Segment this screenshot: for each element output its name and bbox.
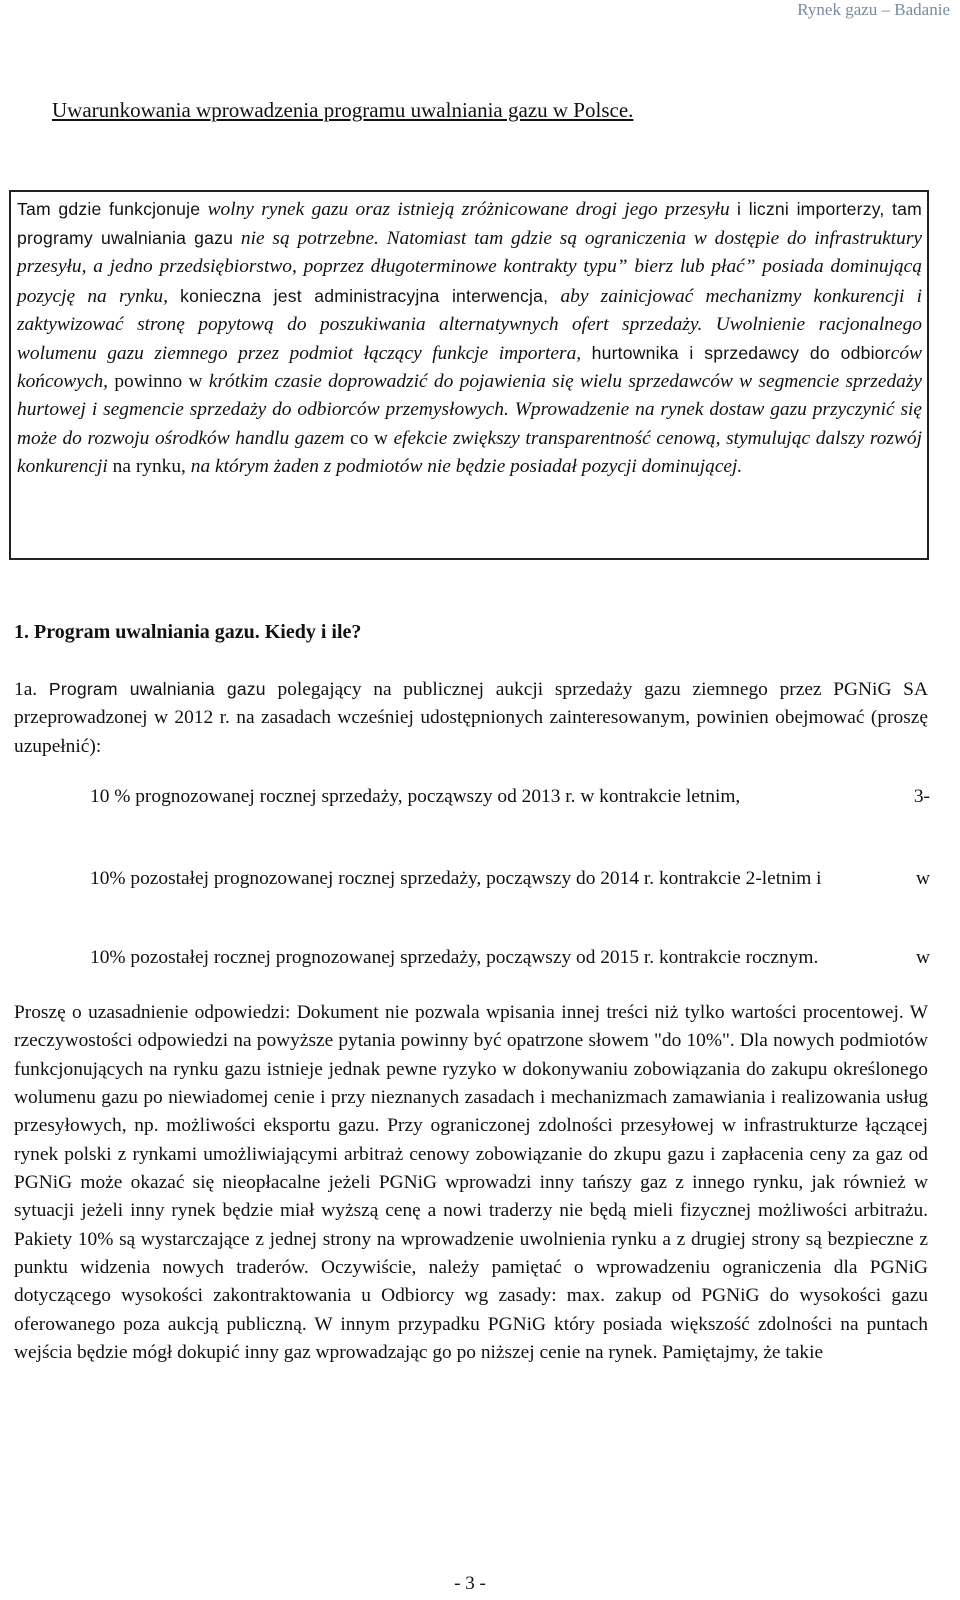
option-2 (90, 865, 930, 893)
intro-text-10: krótkim czasie doprowadzić do pojawienia się wielu sprzedawców w segmencie sprzedaży hurtowej i segmencie sprzedaży do odbiorców przemysłowych. Wprowadzenie na rynek dostaw gazu przyczynić się może do rozwoju ośrodków handlu gazem (17, 371, 922, 449)
question-1a (14, 675, 928, 761)
intro-box (9, 190, 929, 560)
intro-paragraph (17, 195, 922, 481)
section-heading: 1. Program uwalniania gazu. Kiedy i ile? (14, 621, 362, 643)
option-2-tail: w (915, 868, 930, 889)
intro-text-5: konieczna jest administracyjna interwencja, (180, 285, 549, 306)
option-1 (90, 783, 930, 811)
intro-text-14: na którym żaden z podmiotów nie będzie posiadał pozycji dominującej. (190, 455, 743, 477)
option-3 (90, 944, 930, 972)
answer-paragraph: Proszę o uzasadnienie odpowiedzi: Dokument nie pozwala wpisania innej treści niż tylko wartości procentowej. W rzeczywostości odpowiedzi na powyższe pytania powinny być opatrzone słowem "do 10%". Dla nowych podmiotów funkcjonujących na rynku gazu istnieje jednak pewne ryzyko w dokonywaniu zobowiązania do zakupu określonego wolumenu gazu po niewiadomej cenie i przy nieznanych zasadach i mechanizmach zamawiania i realizowania usług przesyłowych, np. możliwości eksportu gazu. Przy ograniczonej zdolności przesyłowej w infrastrukturze łączącej rynek polski z rynkami umożliwiającymi arbitraż cenowy zobowiązanie do zkupu gazu i zapłacenia ceny za gaz od PGNiG może okazać się nieopłacalne jeżeli PGNiG wprowadzi inny tańszy gaz z innego rynku, jak również w sytuacji jeżeli inny rynek będzie miał wyższą cenę a nowi traderzy nie będą mieli fizycznej możliwości arbitrażu. Pakiety 10% są wystarczające z jednej strony na wprowadzenie uwolnienia rynku a z drugiej strony są bezpieczne z punktu widzenia nowych traderów. Oczywiście, należy pamiętać o wprowadzeniu ograniczenia dla PGNiG dotyczącego wysokości zakontraktowania u Odbiorcy wg zasady: max. zakup od PGNiG do wysokości gazu oferowanego poza aukcją publiczną. W innym przypadku PGNiG który posiada większość zdolności na puntach wejścia będzie mógł dokupić inny gaz wprowadzając go po niższej cenie na rynek. Pamiętajmy, że takie (14, 1002, 928, 1364)
intro-text-2: wolny rynek gazu oraz istnieją zróżnicowane drogi jego przesyłu (207, 199, 730, 220)
intro-text-11: co w (349, 427, 388, 449)
intro-text-8: ców końcowych, (17, 343, 922, 393)
running-header: Rynek gazu – Badanie (797, 0, 950, 19)
document-title: Uwarunkowania wprowadzenia programu uwalniania gazu w Polsce. (52, 98, 634, 122)
intro-text-7: hurtownika i sprzedawcy do odbior (591, 343, 891, 364)
question-prefix: 1a. (14, 679, 38, 700)
intro-text-3: i liczni importerzy, tam programy uwalniania gazu (17, 199, 922, 249)
intro-text-4: nie są potrzebne. Natomiast tam gdzie są ograniczenia w dostępie do infrastruktury przesyłu, a jedno przedsiębiorstwo, poprzez długoterminowe kontrakty typu” bierz lub płać” posiada dominującą pozycję na rynku, (17, 228, 922, 307)
intro-text-12: efekcie zwiększy transparentność cenową, stymulując dalszy rozwój konkurencji (17, 427, 922, 477)
option-1-text: 10 % prognozowanej rocznej sprzedaży, począwszy od 2013 r. w kontrakcie letnim, (90, 786, 741, 807)
answer-section (14, 999, 928, 1367)
option-1-tail: 3- (913, 786, 930, 807)
option-3-text: 10% pozostałej rocznej prognozowanej sprzedaży, począwszy od 2015 r. kontrakcie rocznym. (90, 947, 819, 968)
option-2-text: 10% pozostałej prognozowanej rocznej sprzedaży, począwszy do 2014 r. kontrakcie 2-letnim i (90, 868, 822, 889)
intro-text-6: aby zainicjować mechanizmy konkurencji i zaktywizować stronę popytową do poszukiwania alternatywnych ofert sprzedaży. Uwolnienie racjonalnego wolumenu gazu ziemnego przez podmiot łączący funkcje importera, (17, 285, 922, 365)
intro-text-1: Tam gdzie funkcjonuje (17, 199, 201, 219)
intro-text-9: powinno w (114, 371, 203, 393)
question-text: polegający na publicznej aukcji sprzedaży gazu ziemnego przez PGNiG SA przeprowadzonej w 2012 r. na zasadach wcześniej udostępnionych zainteresowanym, powinien obejmować (proszę uzupełnić): (14, 679, 928, 757)
question-subject: Program uwalniania gazu (48, 679, 266, 699)
intro-text-13: na rynku, (112, 455, 186, 477)
page-number: - 3 - (454, 1573, 486, 1594)
option-3-tail: w (915, 947, 930, 968)
